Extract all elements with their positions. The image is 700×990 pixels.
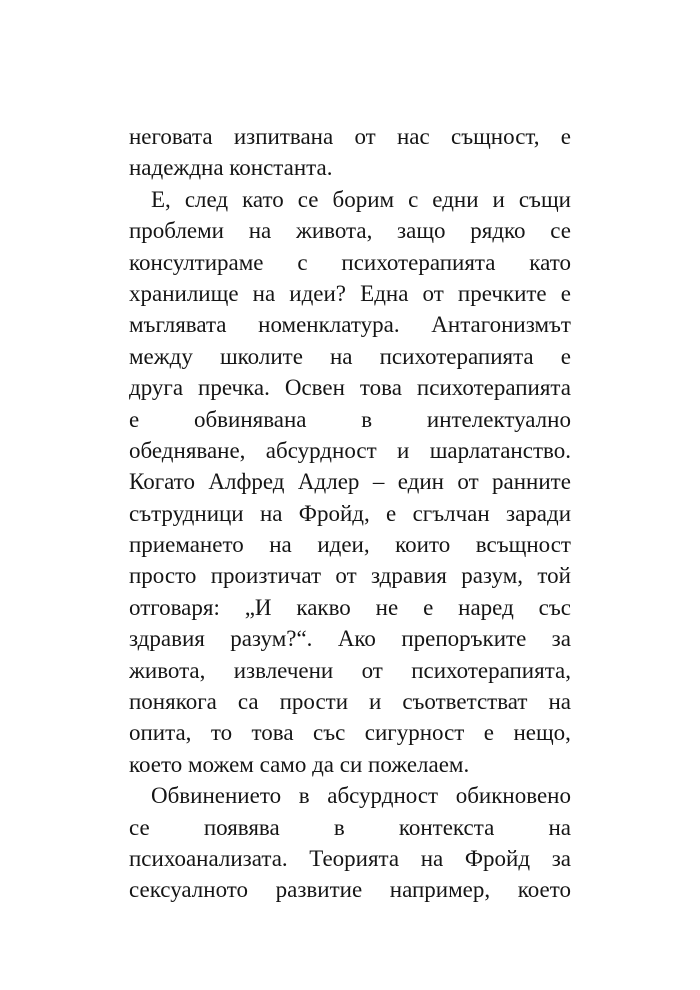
text-line: консултираме с психотерапията като [129, 249, 571, 275]
text-line: Когато Алфред Адлер – един от ранните [129, 469, 571, 495]
text-line: се появява в контекста на [129, 814, 571, 840]
text-line: което можем само да си пожелаем. [129, 751, 470, 777]
text-line: неговата изпитвана от нас същност, е [129, 124, 571, 149]
text-line: понякога са прости и съответстват на [129, 689, 571, 715]
text-line: психоанализата. Теорията на Фройд за [129, 845, 571, 871]
text-line: обедняване, абсурдност и шарлатанство. [129, 437, 571, 463]
text-line: живота, извлечени от психотерапията, [129, 657, 571, 683]
text-line: отговаря: „И какво не е наред със [129, 594, 571, 620]
text-line: Обвинението в абсурдност обикновено [151, 783, 571, 809]
text-line: просто произтичат от здравия разум, той [129, 563, 571, 589]
text-line: Е, след като се борим с едни и същи [151, 186, 571, 212]
text-line: приемането на идеи, които всъщност [129, 532, 571, 558]
text-line: мъглявата номенклатура. Антагонизмът [129, 312, 571, 338]
text-line: между школите на психотерапията е [129, 343, 571, 369]
text-line: друга пречка. Освен това психотерапията [129, 375, 571, 401]
text-line: надеждна константа. [129, 155, 333, 181]
text-line: проблеми на живота, защо рядко се [129, 218, 571, 244]
text-line: сътрудници на Фройд, е сгълчан заради [129, 500, 571, 526]
text-line: хранилище на идеи? Една от пречките е [129, 280, 571, 306]
text-line: здравия разум?“. Ако препоръките за [129, 626, 571, 652]
text-line: е обвинявана в интелектуално [129, 406, 571, 432]
text-line: опита, то това със сигурност е нещо, [129, 720, 571, 746]
text-line: сексуалното развитие например, което [129, 877, 571, 903]
body-text [129, 121, 571, 906]
